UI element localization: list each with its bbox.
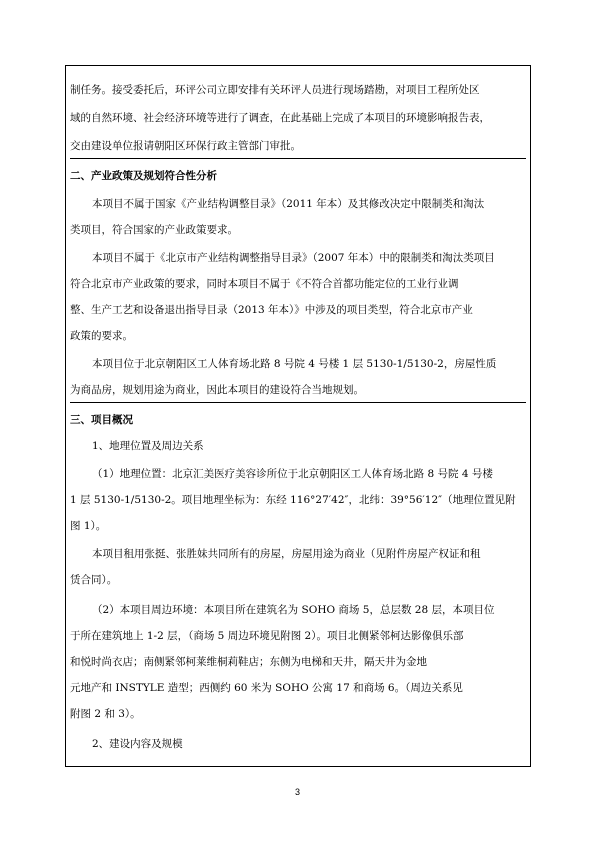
text-line: 元地产和 INSTYLE 造型；西侧约 60 米为 SOHO 公寓 17 和商场 6。（周边关系见 (70, 682, 463, 694)
text-line: （2）本项目周边环境：本项目所在建筑名为 SOHO 商场 5，总层数 28 层，本项目位 (92, 604, 495, 616)
text-line: 本项目租用张挺、张胜妹共同所有的房屋，房屋用途为商业（见附件房屋产权证和租 (92, 548, 481, 560)
text-line: 本项目不属于《北京市产业结构调整指导目录》（2007 年本）中的限制类和淘汰类项目 (92, 252, 495, 264)
subsection-heading: 1、地理位置及周边关系 (92, 440, 204, 452)
text-line: 域的自然环境、社会经济环境等进行了调查，在此基础上完成了本项目的环境影响报告表， (70, 112, 490, 124)
text-line: 政策的要求。 (70, 330, 133, 342)
divider (70, 402, 526, 403)
text-line: 赁合同）。 (70, 574, 118, 586)
text-line: 整、生产工艺和设备退出指导目录（2013 年本）》中涉及的项目类型，符合北京市产业 (70, 304, 473, 316)
text-line: （1）地理位置：北京汇美医疗美容诊所位于北京朝阳区工人体育场北路 8 号院 4 号楼 (92, 468, 493, 480)
text-line: 本项目位于北京朝阳区工人体育场北路 8 号院 4 号楼 1 层 5130-1/5130-2，房屋性质 (92, 358, 497, 370)
text-line: 符合北京市产业政策的要求，同时本项目不属于《不符合首都功能定位的工业行业调 (70, 278, 459, 290)
text-line: 附图 2 和 3）。 (70, 708, 141, 720)
divider (70, 158, 526, 159)
text-line: 本项目不属于国家《产业结构调整目录》（2011 年本）及其修改决定中限制类和淘汰 (92, 198, 485, 210)
text-line: 制任务。接受委托后，环评公司立即安排有关环评人员进行现场踏勘，对项目工程所处区 (70, 84, 480, 96)
section-heading: 二、产业政策及规划符合性分析 (70, 170, 217, 182)
text-line: 类项目，符合国家的产业政策要求。 (70, 224, 238, 236)
text-line: 于所在建筑地上 1-2 层，（商场 5 周边环境见附图 2）。项目北侧紧邻柯达影像俱乐部 (70, 630, 464, 642)
section-heading: 三、项目概况 (70, 414, 133, 426)
text-line: 图 1）。 (70, 520, 107, 532)
text-line: 1 层 5130-1/5130-2。项目地理坐标为：东经 116°27′42″，北纬：39°56′12″（地理位置见附 (70, 494, 516, 506)
page-number: 3 (294, 787, 300, 797)
text-line: 和悦时尚衣店；南侧紧邻柯莱维桐莉鞋店；东侧为电梯和天井，隔天井为金地 (70, 656, 427, 668)
text-line: 交由建设单位报请朝阳区环保行政主管部门审批。 (70, 140, 301, 152)
text-line: 为商品房，规划用途为商业，因此本项目的建设符合当地规划。 (70, 384, 364, 396)
subsection-heading: 2、建设内容及规模 (92, 738, 183, 750)
